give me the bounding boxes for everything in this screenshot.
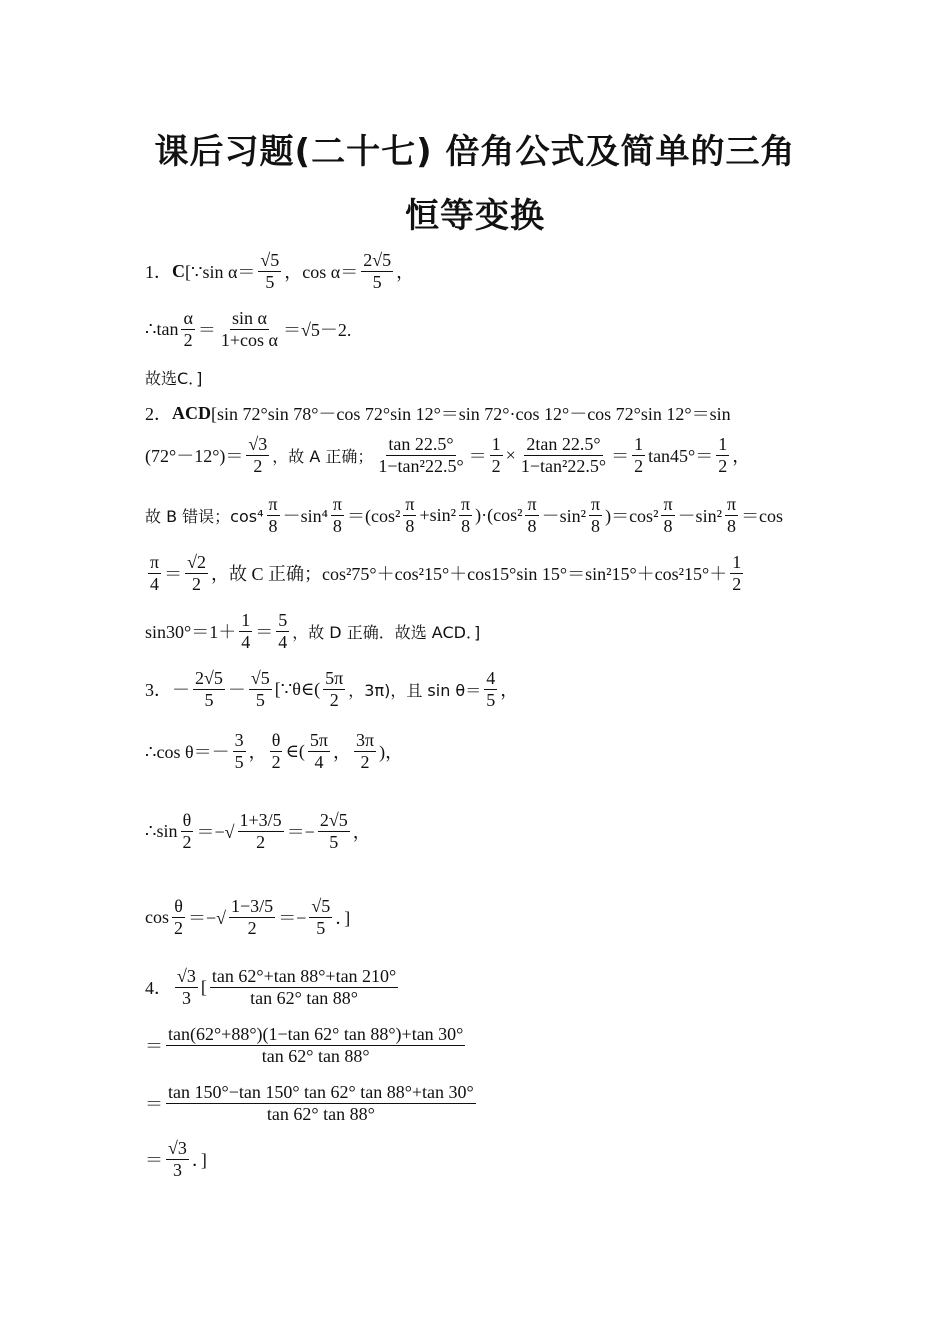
- q2-text: －sin⁴: [282, 506, 328, 527]
- den: 2: [271, 751, 281, 772]
- q4-line2: [145, 1024, 468, 1066]
- fraction: [308, 730, 330, 772]
- q1-line3: 故选C．]: [145, 369, 203, 388]
- q3-text: cos: [145, 906, 169, 927]
- q1-answer: C: [172, 260, 185, 281]
- q3-text: ∴sin: [145, 820, 178, 841]
- den: 8: [461, 515, 471, 536]
- q4-line3: [145, 1082, 479, 1124]
- q2-text: ＝: [468, 446, 487, 467]
- q2-text: ，: [732, 446, 751, 467]
- den: 4: [314, 751, 324, 772]
- num: √3: [248, 434, 268, 454]
- den: 4: [241, 631, 251, 652]
- q2-text: ＝(cos²: [346, 506, 401, 527]
- fraction: [519, 434, 608, 476]
- fraction: [730, 552, 743, 594]
- den: 2: [360, 751, 370, 772]
- q3-text: ，3π)，且 sin θ＝: [348, 680, 482, 700]
- q3-line4: [145, 896, 350, 938]
- q4-num: 4．: [145, 978, 172, 999]
- q3-text: ＝−: [286, 822, 315, 843]
- den: 3: [172, 1159, 182, 1180]
- den: 2: [634, 455, 644, 476]
- den: 8: [527, 515, 537, 536]
- num: π: [726, 494, 737, 514]
- fraction: [459, 494, 472, 536]
- num: 2tan 22.5°: [526, 434, 601, 454]
- num: tan 22.5°: [388, 434, 454, 454]
- fraction: [238, 810, 284, 852]
- den: 2: [182, 831, 192, 852]
- q1-num: 1．: [145, 262, 172, 283]
- q4-text: ＝: [145, 1036, 163, 1057]
- q4-text: ＝: [145, 1094, 163, 1115]
- den: 5: [234, 751, 244, 772]
- q3-text: ，: [500, 680, 519, 701]
- q1-line1: [145, 250, 414, 292]
- q2-line4: [145, 552, 746, 594]
- q1-text: ，cos α＝: [284, 262, 359, 283]
- q4-text: ＝: [145, 1150, 163, 1171]
- fraction: [246, 434, 269, 476]
- q3-text: ∴cos θ＝－: [145, 742, 230, 763]
- den: 2: [256, 831, 266, 852]
- num: 2√5: [195, 668, 223, 688]
- fraction: [525, 494, 538, 536]
- den: tan 62° tan 88°: [250, 987, 359, 1008]
- num: π: [332, 494, 342, 514]
- den: 2: [329, 689, 339, 710]
- fraction: [229, 896, 275, 938]
- fraction: [632, 434, 645, 476]
- q3-text: ＝−√: [196, 822, 235, 843]
- den: 5: [329, 831, 339, 852]
- den: tan 62° tan 88°: [266, 1103, 375, 1124]
- q2-text: ＝cos: [741, 506, 784, 527]
- num: sin α: [231, 308, 267, 328]
- den: 2: [174, 917, 183, 938]
- q2-text: －sin²: [541, 506, 586, 527]
- den: 8: [332, 515, 342, 536]
- num: 1−3/5: [231, 896, 274, 916]
- num: 2√5: [363, 250, 392, 270]
- num: √2: [187, 552, 206, 572]
- q2-text: ＝: [164, 564, 183, 585]
- num: 1: [491, 434, 501, 454]
- q2-text: tan45°＝: [648, 446, 714, 467]
- fraction: [185, 552, 208, 594]
- num: tan 62°+tan 88°+tan 210°: [211, 966, 397, 986]
- den: 8: [268, 515, 278, 536]
- page-title-line1: 课后习题(二十七) 倍角公式及简单的三角: [154, 132, 796, 172]
- q2-text: 故 B 错误；cos⁴: [145, 506, 264, 526]
- den: 1−tan²22.5°: [520, 455, 607, 476]
- q2-text: ，故 D 正确．故选 ACD．]: [292, 622, 481, 642]
- q2-text: +sin²: [419, 504, 457, 525]
- den: 8: [663, 515, 673, 536]
- q3-line3: [145, 810, 371, 852]
- num: π: [590, 494, 601, 514]
- fraction: [490, 434, 503, 476]
- fraction: [172, 896, 185, 938]
- den: 5: [316, 917, 326, 938]
- q3-text: [∵θ∈(: [274, 678, 321, 699]
- page-title-line2: 恒等变换: [405, 196, 545, 236]
- fraction: [249, 668, 272, 710]
- num: θ: [271, 730, 281, 750]
- fraction: [276, 610, 289, 652]
- num: 3π: [356, 730, 375, 750]
- q3-text: )，: [379, 742, 404, 763]
- num: tan 150°−tan 150° tan 62° tan 88°+tan 30°: [168, 1082, 474, 1102]
- q4-line4: [145, 1138, 207, 1180]
- q2-line1: [145, 400, 731, 426]
- den: 4: [278, 631, 288, 652]
- num: 5: [278, 610, 288, 630]
- fraction: [148, 552, 161, 594]
- num: √5: [250, 668, 270, 688]
- num: 5π: [309, 730, 328, 750]
- fraction: [318, 810, 350, 852]
- fraction: [193, 668, 225, 710]
- fraction: [233, 730, 246, 772]
- num: π: [268, 494, 278, 514]
- q3-text: 3．－: [145, 680, 190, 701]
- fraction: [166, 1138, 189, 1180]
- den: 5: [204, 689, 214, 710]
- q2-num: 2．: [145, 404, 172, 424]
- q3-text: ＝−: [278, 908, 307, 929]
- q3-text: ，: [333, 742, 351, 763]
- fraction: [166, 1024, 465, 1066]
- q3-text: －: [227, 680, 246, 701]
- num: tan(62°+88°)(1−tan 62° tan 88°)+tan 30°: [168, 1024, 464, 1044]
- q2-answer: ACD: [172, 402, 211, 423]
- fraction: [403, 494, 416, 536]
- q2-text: )·(cos²: [475, 504, 523, 525]
- fraction: [484, 668, 497, 710]
- q3-line2: [145, 730, 403, 772]
- q3-text: ∈(: [285, 740, 305, 761]
- q2-text: ，故 A 正确；: [272, 446, 374, 466]
- q2-text: ，故 C 正确；cos²75°＋cos²15°＋cos15°sin 15°＝sin²15°＋cos²15°＋: [210, 564, 728, 585]
- q2-line5: [145, 610, 480, 652]
- q1-text: ∴tan: [145, 318, 179, 339]
- fraction: [270, 730, 283, 772]
- fraction: [331, 494, 344, 536]
- fraction: [180, 810, 193, 852]
- fraction: [267, 494, 280, 536]
- den: 2: [253, 455, 263, 476]
- den: 2: [192, 573, 202, 594]
- num: 1: [241, 610, 251, 630]
- q2-text: [sin 72°sin 78°－cos 72°sin 12°＝sin 72°·cos 12°－cos 72°sin 12°＝sin: [211, 404, 731, 424]
- q2-line3: [145, 494, 783, 536]
- num: 1: [732, 552, 742, 572]
- num: 5π: [325, 668, 344, 688]
- q2-text: －sin²: [677, 506, 722, 527]
- num: 1: [718, 434, 728, 454]
- den: 3: [181, 987, 191, 1008]
- den: 5: [265, 271, 275, 292]
- q2-line2: [145, 434, 750, 476]
- fraction: [210, 966, 398, 1008]
- den: 5: [486, 689, 496, 710]
- num: 3: [234, 730, 244, 750]
- fraction: [219, 308, 280, 350]
- fraction: [725, 494, 738, 536]
- den: 2: [732, 573, 742, 594]
- num: 4: [486, 668, 496, 688]
- num: √5: [260, 250, 280, 270]
- fraction: [239, 610, 252, 652]
- num: π: [150, 552, 160, 572]
- q3-text: ．]: [335, 908, 351, 929]
- den: 2: [491, 455, 501, 476]
- q2-text: ＝: [255, 622, 274, 643]
- q2-text: ×: [505, 444, 516, 465]
- fraction: [309, 896, 332, 938]
- fraction: [181, 308, 194, 350]
- den: tan 62° tan 88°: [261, 1045, 370, 1066]
- den: 2: [183, 329, 193, 350]
- q1-text: ＝: [197, 320, 216, 341]
- num: 2√5: [319, 810, 348, 830]
- num: π: [405, 494, 415, 514]
- q3-line1: [145, 668, 518, 710]
- num: π: [527, 494, 537, 514]
- fraction: [716, 434, 729, 476]
- den: 5: [372, 271, 382, 292]
- fraction: [354, 730, 376, 772]
- q4-text: [: [200, 976, 207, 997]
- q2-text: ＝: [611, 446, 630, 467]
- q2-text: )＝cos²: [605, 506, 659, 527]
- num: 1+3/5: [239, 810, 282, 830]
- q2-text: sin30°＝1＋: [145, 622, 237, 643]
- den: 2: [718, 455, 728, 476]
- den: 1+cos α: [220, 329, 278, 350]
- fraction: [589, 494, 602, 536]
- den: 4: [150, 573, 160, 594]
- fraction: [361, 250, 393, 292]
- q4-text: ．]: [191, 1150, 207, 1171]
- num: 1: [634, 434, 644, 454]
- num: θ: [174, 896, 183, 916]
- fraction: [323, 668, 345, 710]
- q4-line1: [145, 966, 401, 1008]
- num: √3: [177, 966, 196, 986]
- q2-text: (72°－12°)＝: [145, 446, 244, 467]
- den: 8: [591, 515, 601, 536]
- den: 1−tan²22.5°: [378, 455, 464, 476]
- num: α: [183, 308, 193, 328]
- fraction: [258, 250, 281, 292]
- num: π: [461, 494, 471, 514]
- q3-text: ，: [248, 742, 267, 763]
- den: 2: [247, 917, 257, 938]
- q1-text: [∵sin α＝: [185, 262, 256, 283]
- den: 5: [255, 689, 265, 710]
- num: √3: [168, 1138, 187, 1158]
- fraction: [175, 966, 198, 1008]
- fraction: [661, 494, 674, 536]
- q1-text: ＝√5－2.: [282, 320, 352, 341]
- q3-text: ，: [352, 822, 371, 843]
- den: 8: [405, 515, 415, 536]
- q1-line2: [145, 308, 351, 350]
- fraction: [376, 434, 465, 476]
- num: √5: [311, 896, 331, 916]
- q3-text: ＝−√: [188, 908, 227, 929]
- fraction: [166, 1082, 476, 1124]
- den: 8: [727, 515, 737, 536]
- num: π: [663, 494, 673, 514]
- num: θ: [182, 810, 192, 830]
- q1-text: ，: [396, 262, 415, 283]
